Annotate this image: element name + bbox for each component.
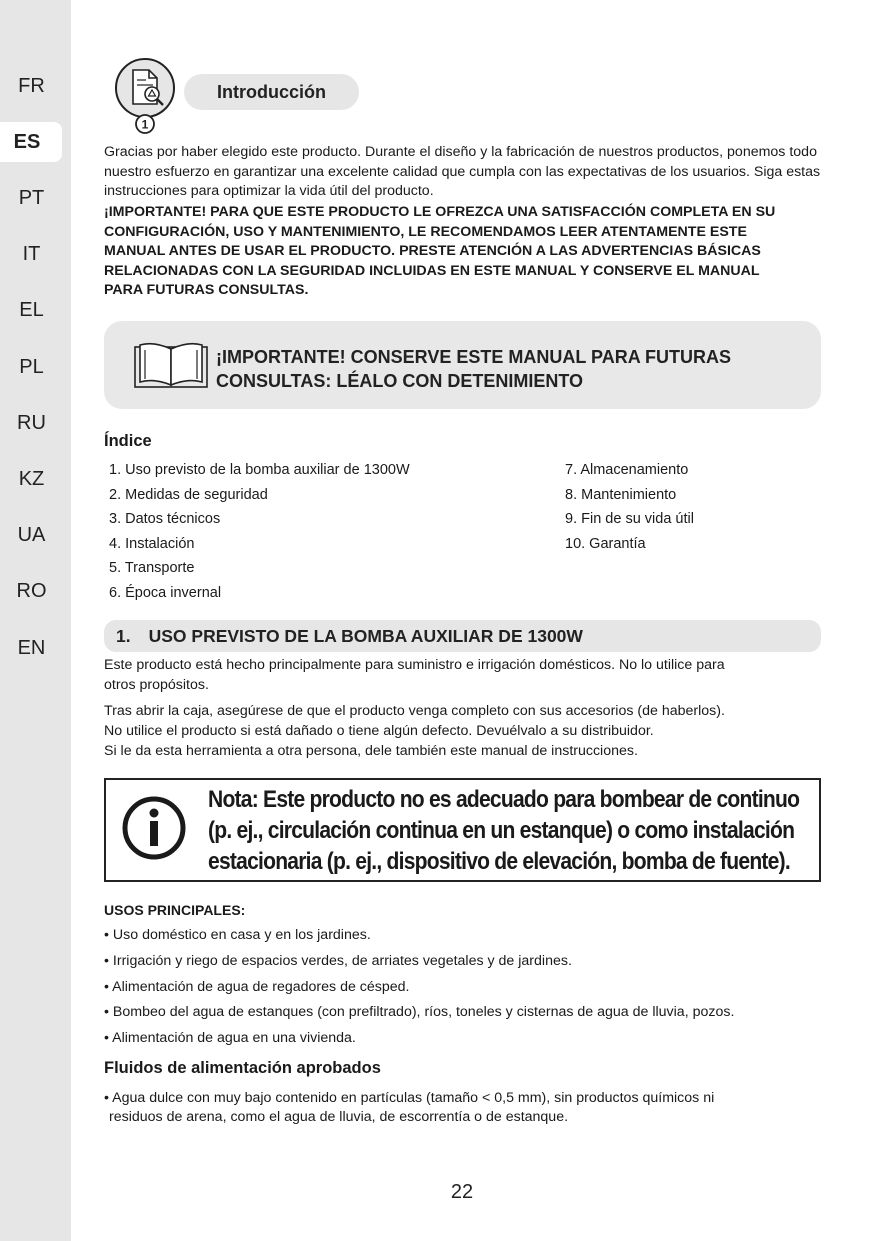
- note-line-3: estacionaria (p. ej., dispositivo de elevación, bomba de fuente).: [208, 848, 790, 875]
- uses-title: USOS PRINCIPALES:: [104, 902, 246, 918]
- index-item[interactable]: 3. Datos técnicos: [109, 511, 221, 527]
- index-left-column: [109, 458, 410, 605]
- lang-tab-pl[interactable]: PL: [19, 356, 44, 378]
- index-item[interactable]: 6. Época invernal: [109, 584, 222, 601]
- note-line-2: (p. ej., circulación continua en un estanque) o como instalación: [208, 817, 795, 844]
- lang-tab-kz[interactable]: KZ: [18, 468, 45, 490]
- index-item[interactable]: 1. Uso previsto de la bomba auxiliar de 1300W: [109, 462, 410, 478]
- section-1-p1-line2: otros propósitos.: [104, 677, 209, 693]
- lang-tab-pt[interactable]: PT: [18, 187, 45, 209]
- index-item[interactable]: 10. Garantía: [565, 535, 646, 552]
- index-title: Índice: [104, 432, 152, 450]
- intro-warning-line-3: MANUAL ANTES DE USAR EL PRODUCTO. PRESTE ATENCIÓN A LAS ADVERTENCIAS BÁSICAS: [104, 243, 761, 259]
- note-text: [208, 784, 800, 877]
- section-1-number: 1.: [116, 626, 131, 646]
- intro-paragraph: Gracias por haber elegido este producto. Durante el diseño y la fabricación de nuestros productos, ponemos todo nuestro esfuerzo en garantizar una excelente calidad que cumpla con las expectativas de los usuarios. Siga estas instrucciones para optimizar la vida útil del producto.: [104, 144, 821, 199]
- intro-step-number: 1: [141, 117, 149, 132]
- intro-warning-line-2: CONFIGURACIÓN, USO Y MANTENIMIENTO, LE RECOMENDAMOS LEER ATENTAMENTE ESTE: [104, 223, 747, 240]
- lang-tab-ro[interactable]: RO: [16, 580, 47, 602]
- uses-item: • Bombeo del agua de estanques (con prefiltrado), ríos, toneles y cisternas de agua de lluvia, pozos.: [104, 1004, 735, 1020]
- important-text: [216, 345, 796, 393]
- section-1-heading: [104, 620, 821, 652]
- section-1-p2-line1: Tras abrir la caja, asegúrese de que el producto venga completo con sus accesorios (de haberlos).: [104, 703, 725, 719]
- intro-warning-line-5: PARA FUTURAS CONSULTAS.: [104, 282, 309, 298]
- intro-warning-line-1: ¡IMPORTANTE! PARA QUE ESTE PRODUCTO LE OFREZCA UNA SATISFACCIÓN COMPLETA EN SU: [104, 204, 776, 220]
- page-number: 22: [450, 1181, 474, 1203]
- fluids-line-1: • Agua dulce con muy bajo contenido en partículas (tamaño < 0,5 mm), sin productos químicos ni: [104, 1090, 715, 1106]
- section-1-title: USO PREVISTO DE LA BOMBA AUXILIAR DE 1300W: [148, 626, 583, 646]
- important-line-2: CONSULTAS: LÉALO CON DETENIMIENTO: [216, 371, 583, 391]
- index-item[interactable]: 8. Mantenimiento: [565, 486, 677, 503]
- fluids-line-2: residuos de arena, como el agua de lluvia, de escorrentía o de estanque.: [109, 1109, 569, 1125]
- lang-tab-en[interactable]: EN: [17, 637, 46, 659]
- index-item[interactable]: 7. Almacenamiento: [565, 462, 689, 478]
- lang-tab-ru[interactable]: RU: [17, 412, 46, 434]
- fluids-title: Fluidos de alimentación aprobados: [104, 1059, 381, 1077]
- note-line-1: Nota: Este producto no es adecuado para bombear de continuo: [208, 786, 800, 813]
- section-1-p2-line3: Si le da esta herramienta a otra persona, dele también este manual de instrucciones.: [104, 743, 638, 759]
- lang-tab-es[interactable]: ES: [0, 122, 62, 162]
- lang-tab-el[interactable]: EL: [19, 299, 44, 321]
- index-right-column: [565, 458, 694, 556]
- uses-item: • Irrigación y riego de espacios verdes, de arriates vegetales y de jardines.: [104, 953, 572, 969]
- document-warning-icon: [113, 58, 177, 134]
- intro-warning-line-4: RELACIONADAS CON LA SEGURIDAD INCLUIDAS EN ESTE MANUAL Y CONSERVE EL MANUAL: [104, 262, 760, 279]
- lang-tab-ua[interactable]: UA: [17, 524, 46, 546]
- uses-item: • Uso doméstico en casa y en los jardines.: [104, 927, 371, 943]
- section-1-p1-line1: Este producto está hecho principalmente para suministro e irrigación domésticos. No lo utilice para: [104, 657, 725, 673]
- lang-tab-fr[interactable]: FR: [18, 75, 45, 97]
- intro-title: Introducción: [184, 74, 359, 110]
- index-item[interactable]: 4. Instalación: [109, 535, 195, 552]
- info-icon: [121, 795, 187, 861]
- important-line-1: ¡IMPORTANTE! CONSERVE ESTE MANUAL PARA FUTURAS: [216, 347, 732, 367]
- uses-item: • Alimentación de agua en una vivienda.: [104, 1030, 356, 1046]
- index-item[interactable]: 9. Fin de su vida útil: [565, 511, 694, 527]
- open-book-icon: [134, 341, 208, 389]
- lang-tab-it[interactable]: IT: [22, 243, 41, 265]
- index-item[interactable]: 5. Transporte: [109, 560, 195, 576]
- index-item[interactable]: 2. Medidas de seguridad: [109, 486, 268, 503]
- uses-item: • Alimentación de agua de regadores de césped.: [104, 979, 410, 995]
- section-1-p2-line2: No utilice el producto si está dañado o tiene algún defecto. Devuélvalo a su distribuidor.: [104, 723, 654, 739]
